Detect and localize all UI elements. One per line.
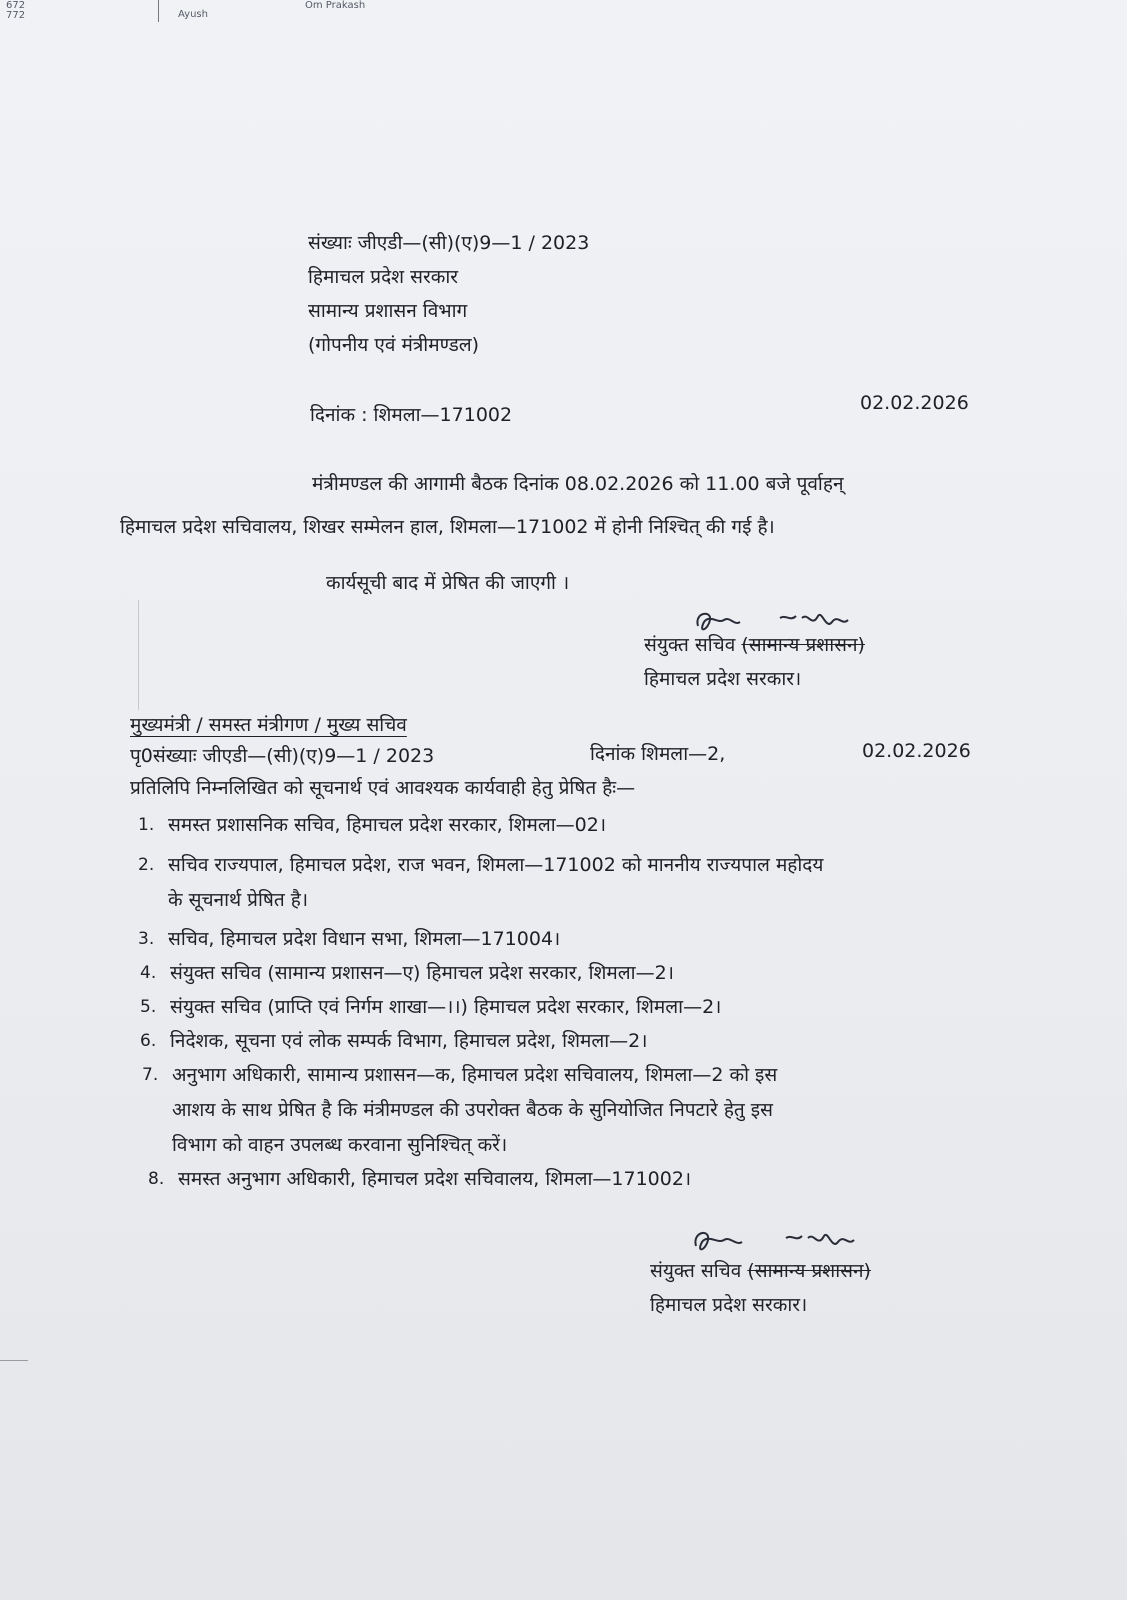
list-item [138, 808, 1038, 843]
addressee-line: मुख्यमंत्री / समस्त मंत्रीगण / मुख्य सचिव [130, 714, 407, 736]
list-item-text: समस्त प्रशासनिक सचिव, हिमाचल प्रदेश सरकार, शिमला—02। [168, 814, 607, 836]
list-item-number: 2. [138, 855, 155, 875]
list-item-text: संयुक्त सचिव (प्राप्ति एवं निर्गम शाखा—।।) हिमाचल प्रदेश सरकार, शिमला—2। [170, 996, 722, 1018]
top-strip-number-b: 772 [6, 10, 26, 21]
top-strip-number-a: 672 [6, 0, 26, 11]
list-item-text-continued: विभाग को वाहन उपलब्ध करवाना सुनिश्चित् करें। [172, 1134, 508, 1156]
endorsement-number: पृ0संख्याः जीएडी—(सी)(ए)9—1 / 2023 [130, 745, 435, 767]
list-item-text: सचिव राज्यपाल, हिमाचल प्रदेश, राज भवन, शिमला—171002 को माननीय राज्यपाल महोदय [168, 854, 824, 876]
top-strip-divider [158, 0, 159, 22]
list-item [142, 1058, 1042, 1163]
list-item-number: 1. [138, 815, 155, 835]
letter-number: संख्याः जीएडी—(सी)(ए)9—1 / 2023 [308, 232, 590, 254]
list-item-text-continued: के सूचनार्थ प्रेषित है। [168, 889, 309, 911]
signatory-title-1-struck: (सामान्य प्रशासन) [741, 634, 865, 656]
signatory-title-1 [644, 632, 865, 658]
list-item-number: 3. [138, 929, 155, 949]
list-item-number: 6. [140, 1031, 157, 1051]
list-item-text: संयुक्त सचिव (सामान्य प्रशासन—ए) हिमाचल प्रदेश सरकार, शिमला—2। [170, 962, 674, 984]
endorsement-date: 02.02.2026 [862, 740, 971, 762]
list-item-number: 8. [148, 1169, 165, 1189]
top-strip [0, 0, 1127, 22]
endorsement-intro: प्रतिलिपि निम्नलिखित को सूचनार्थ एवं आवश्यक कार्यवाही हेतु प्रेषित हैः— [130, 777, 636, 799]
list-item-text: निदेशक, सूचना एवं लोक सम्पर्क विभाग, हिमाचल प्रदेश, शिमला—2। [170, 1030, 648, 1052]
body-line-2: हिमाचल प्रदेश सचिवालय, शिखर सम्मेलन हाल, शिमला—171002 में होनी निश्चित् की गई है। [120, 516, 775, 538]
list-item [138, 922, 1038, 957]
list-item-text-continued: आशय के साथ प्रेषित है कि मंत्रीमण्डल की उपरोक्त बैठक के सुनियोजित निपटारे हेतु इस [172, 1099, 773, 1121]
list-item-number: 7. [142, 1065, 159, 1085]
signature-2 [690, 1222, 870, 1262]
letter-place: दिनांक : शिमला—171002 [310, 404, 513, 426]
list-item-text: अनुभाग अधिकारी, सामान्य प्रशासन—क, हिमाचल प्रदेश सचिवालय, शिमला—2 को इस [172, 1064, 778, 1086]
branch-name: (गोपनीय एवं मंत्रीमण्डल) [308, 334, 480, 356]
list-item-text: समस्त अनुभाग अधिकारी, हिमाचल प्रदेश सचिवालय, शिमला—171002। [178, 1168, 692, 1190]
list-item-number: 4. [140, 963, 157, 983]
list-item [138, 848, 1038, 918]
list-item-number: 5. [140, 997, 157, 1017]
list-item [148, 1162, 1048, 1197]
signatory-title-2 [650, 1258, 871, 1284]
edge-rule [0, 1360, 28, 1361]
signatory-title-2-prefix: संयुक्त सचिव [650, 1260, 748, 1282]
list-item-text: सचिव, हिमाचल प्रदेश विधान सभा, शिमला—171004। [168, 928, 561, 950]
endorsement-place: दिनांक शिमला—2, [590, 743, 726, 765]
body-line-3: कार्यसूची बाद में प्रेषित की जाएगी । [326, 572, 570, 594]
top-strip-name-b: Om Prakash [305, 0, 366, 11]
body-line-1: मंत्रीमण्डल की आगामी बैठक दिनांक 08.02.2026 को 11.00 बजे पूर्वाहन् [312, 473, 844, 495]
signatory-gov-1: हिमाचल प्रदेश सरकार। [644, 668, 802, 690]
signatory-gov-2: हिमाचल प्रदेश सरकार। [650, 1294, 808, 1316]
signatory-title-2-struck: (सामान्य प्रशासन) [747, 1260, 871, 1282]
letter-date: 02.02.2026 [860, 392, 969, 414]
signatory-title-1-prefix: संयुक्त सचिव [644, 634, 742, 656]
margin-line [138, 600, 139, 710]
government-name: हिमाचल प्रदेश सरकार [308, 266, 459, 288]
list-item [140, 1024, 1040, 1059]
top-strip-name-a: Ayush [178, 9, 208, 20]
list-item [140, 990, 1040, 1025]
department-name: सामान्य प्रशासन विभाग [308, 300, 468, 322]
list-item [140, 956, 1040, 991]
